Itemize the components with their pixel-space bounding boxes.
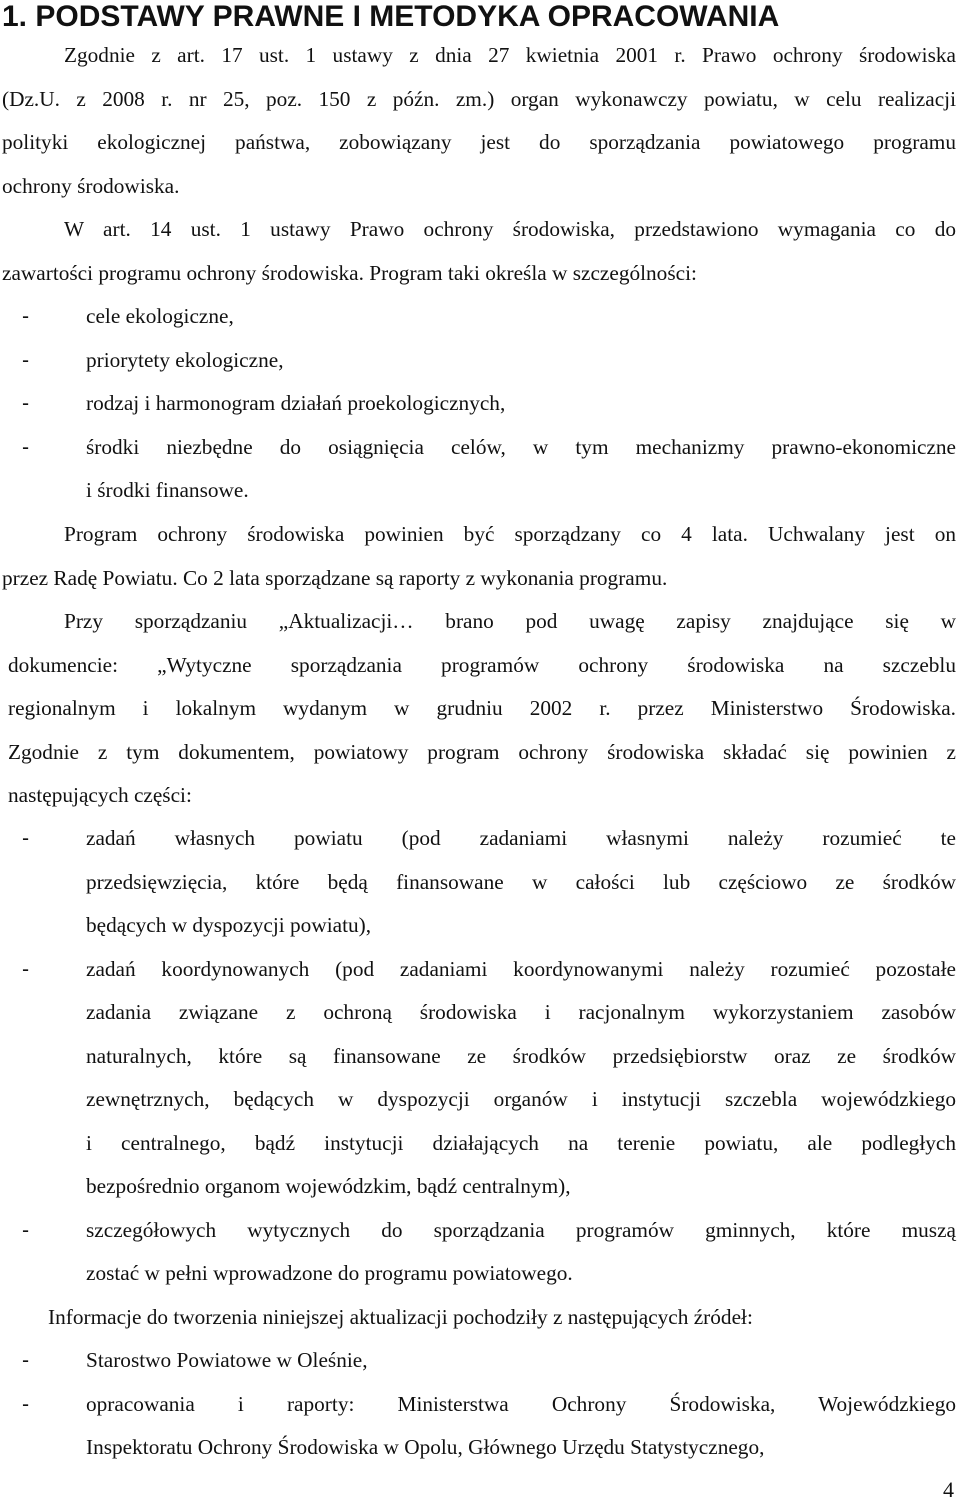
list-item [0,382,960,426]
list-item [0,948,960,1209]
text-line: i środki finansowe. [86,478,249,502]
text-line: regionalnym i lokalnym wydanym w grudniu 2002 r. przez Ministerstwo Środowiska. [8,696,956,720]
text-line: W art. 14 ust. 1 ustawy Prawo ochrony środowiska, przedstawiono wymagania co do [64,217,956,241]
program-contents-list [0,295,960,513]
dash-bullet: - [22,347,30,372]
dash-bullet: - [22,304,30,328]
text-line: i centralnego, bądź instytucji działających na terenie powiatu, ale podległych [86,1130,956,1155]
text-line: rodzaj i harmonogram działań proekologicznych, [86,391,506,415]
text-line: dokumencie: „Wytyczne sporządzania programów ochrony środowiska na szczeblu [8,652,956,677]
text-line: (Dz.U. z 2008 r. nr 25, poz. 150 z późn. zm.) organ wykonawczy powiatu, w celu realizacji [2,86,956,111]
text-line: ochrony środowiska. [2,173,180,198]
dash-bullet: - [22,1217,30,1242]
text-line: zadania związane z ochroną środowiska i racjonalnym wykorzystaniem zasobów [86,1000,956,1024]
list-item-text [86,382,956,426]
paragraph-legal-basis [2,34,956,208]
text-line: priorytety ekologiczne, [86,347,284,372]
text-line: opracowania i raporty: Ministerstwa Ochrony Środowiska, Wojewódzkiego [86,1391,956,1416]
text-line: Inspektoratu Ochrony Środowiska w Opolu, Głównego Urzędu Statystycznego, [86,1435,765,1459]
paragraph-sources-intro [48,1296,956,1340]
list-item [0,426,960,513]
text-line: zadań koordynowanych (pod zadaniami koordynowanymi należy rozumieć pozostałe [86,956,956,981]
list-item-text [86,339,956,383]
list-item-text [86,948,956,1209]
text-line: zadań własnych powiatu (pod zadaniami własnymi należy rozumieć te [86,826,956,850]
list-item [0,339,960,383]
list-item-text [86,1209,956,1296]
text-line: następujących części: [8,783,192,807]
dash-bullet: - [22,826,30,850]
text-line: Program ochrony środowiska powinien być sporządzany co 4 lata. Uchwalany jest on [64,522,956,546]
text-line: zawartości programu ochrony środowiska. Program taki określa w szczególności: [2,260,697,285]
list-item-text [86,1383,956,1470]
text-line: bezpośrednio organom wojewódzkim, bądź centralnym), [86,1174,571,1198]
text-line: Starostwo Powiatowe w Oleśnie, [86,1348,368,1372]
page-number: 4 [943,1477,954,1502]
text-line: środki niezbędne do osiągnięcia celów, w tym mechanizmy prawno-ekonomiczne [86,434,956,459]
paragraph-program-frequency [2,513,956,600]
list-item [0,817,960,948]
list-item [0,295,960,339]
list-item [0,1209,960,1296]
text-line: będących w dyspozycji powiatu), [86,913,372,937]
dash-bullet: - [22,1348,30,1372]
list-item [0,1383,960,1470]
dash-bullet: - [22,391,30,415]
text-line: cele ekologiczne, [86,304,234,328]
text-line: przez Radę Powiatu. Co 2 lata sporządzane są raporty z wykonania programu. [2,565,668,590]
text-line: zostać w pełni wprowadzone do programu powiatowego. [86,1261,573,1285]
list-item [0,1339,960,1383]
list-item-text [86,426,956,513]
text-line: Zgodnie z tym dokumentem, powiatowy program ochrony środowiska składać się powinien z [8,739,956,764]
paragraph-guidelines [8,600,956,818]
paragraph-program-requirements [2,208,956,295]
text-line: szczegółowych wytycznych do sporządzania programów gminnych, które muszą [86,1217,956,1242]
section-heading: 1. PODSTAWY PRAWNE I METODYKA OPRACOWANIA [2,0,780,33]
text-line: Informacje do tworzenia niniejszej aktualizacji pochodziły z następujących źródeł: [48,1305,753,1329]
sources-list [0,1339,960,1470]
text-line: polityki ekologicznej państwa, zobowiązany jest do sporządzania powiatowego programu [2,130,956,154]
text-line: naturalnych, które są finansowane ze środków przedsiębiorstw oraz ze środków [86,1043,956,1068]
list-item-text [86,817,956,948]
dash-bullet: - [22,434,30,459]
text-line: Zgodnie z art. 17 ust. 1 ustawy z dnia 27 kwietnia 2001 r. Prawo ochrony środowiska [64,43,956,67]
dash-bullet: - [22,1391,30,1416]
list-item-text [86,295,956,339]
text-line: zewnętrznych, będących w dyspozycji organów i instytucji szczebla wojewódzkiego [86,1087,956,1111]
text-line: przedsięwzięcia, które będą finansowane w całości lub częściowo ze środków [86,869,956,894]
program-parts-list [0,817,960,1296]
list-item-text [86,1339,956,1383]
text-line: Przy sporządzaniu „Aktualizacji… brano pod uwagę zapisy znajdujące się w [64,609,956,633]
dash-bullet: - [22,956,30,981]
